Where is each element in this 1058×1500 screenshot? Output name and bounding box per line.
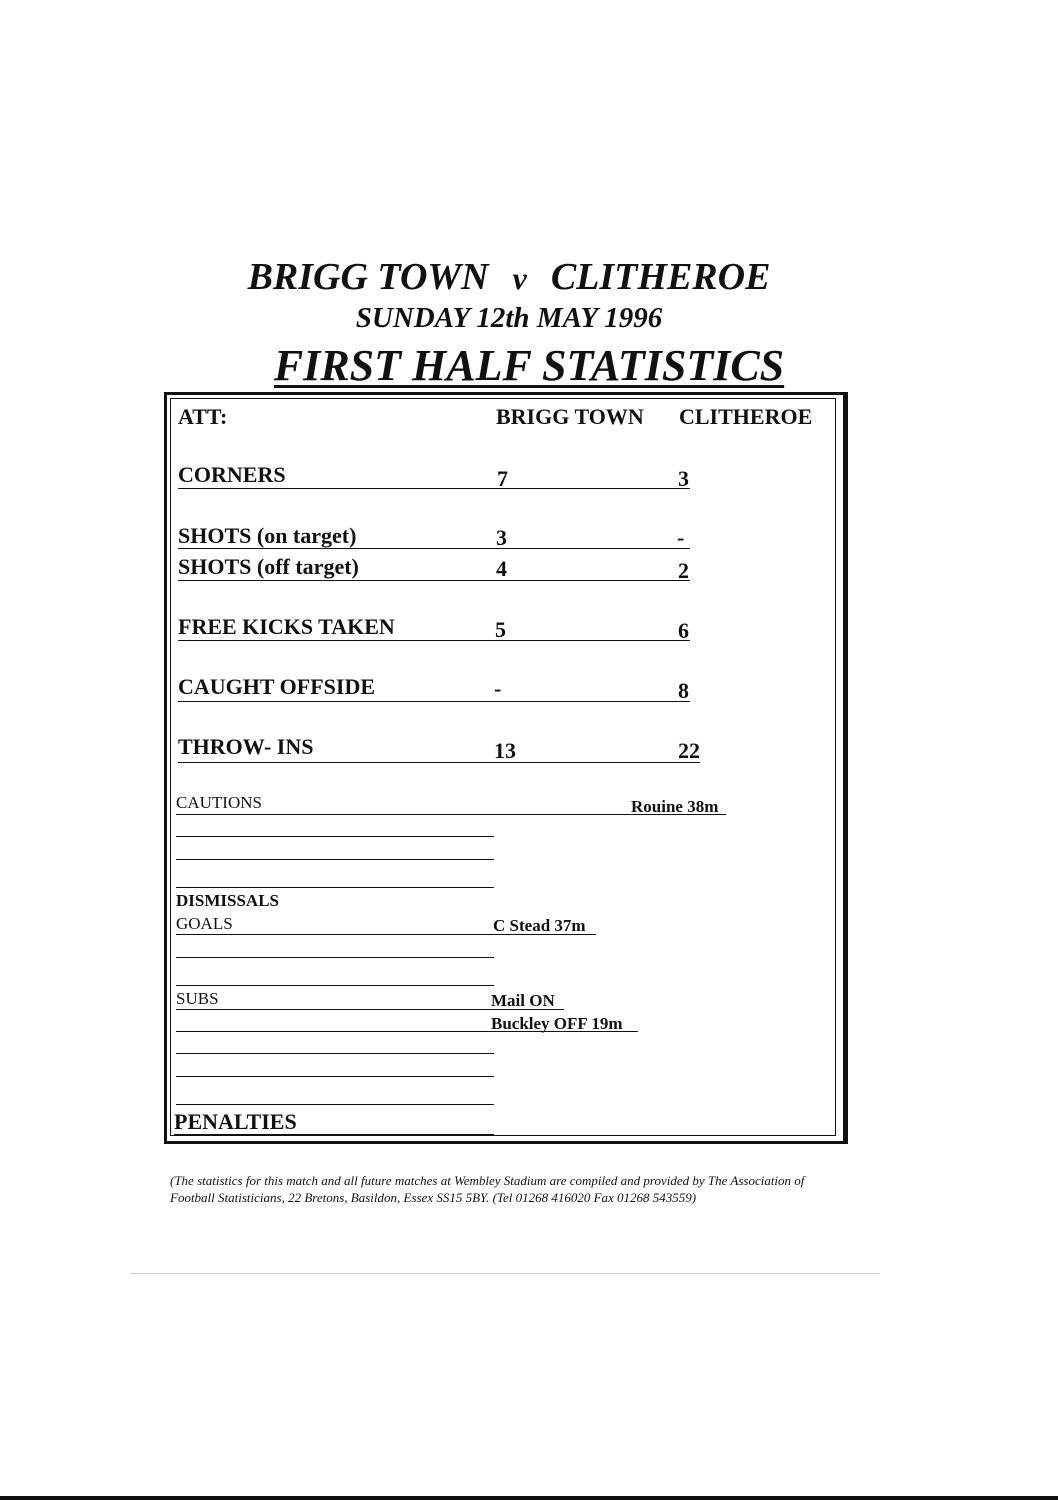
blank-line [176,887,494,888]
row-underline [178,701,690,702]
penalties-label: PENALTIES [174,1109,297,1134]
subs-off-underline [176,1031,638,1032]
blank-line [176,985,494,986]
blank-line [176,1076,494,1077]
subs-home-on: Mail ON [491,991,555,1010]
stat-away-shots-on-target: - [677,525,685,550]
match-date: SUNDAY 12th MAY 1996 [355,302,663,334]
stat-label-caught-offside: CAUGHT OFFSIDE [178,674,376,699]
stat-home-free-kicks: 5 [495,617,506,642]
row-underline [178,762,700,763]
stat-away-shots-off-target: 2 [678,558,689,583]
stat-label-throw-ins: THROW- INS [178,734,314,759]
stat-away-free-kicks: 6 [678,618,689,643]
goals-label: GOALS [176,914,233,933]
blank-line [176,1104,494,1105]
stat-label-shots-off-target: SHOTS (off target) [178,554,359,579]
stat-home-throw-ins: 13 [494,738,516,763]
goals-home-value: C Stead 37m [493,916,586,935]
cautions-away-value: Rouine 38m [631,797,719,816]
column-header-home: BRIGG TOWN [496,404,644,429]
away-team-name: CLITHEROE [550,256,771,298]
row-underline [178,548,690,549]
stat-home-shots-on-target: 3 [496,525,507,550]
stat-away-throw-ins: 22 [678,738,700,763]
dismissals-label: DISMISSALS [176,891,279,910]
page-title: FIRST HALF STATISTICS [273,341,785,390]
subs-home-off: Buckley OFF 19m [491,1014,623,1033]
blank-line [176,836,494,837]
blank-line [176,859,494,860]
stat-label-shots-on-target: SHOTS (on target) [178,523,357,548]
stat-label-free-kicks: FREE KICKS TAKEN [178,614,395,639]
versus-label: v [512,260,527,296]
cautions-label: CAUTIONS [176,793,262,812]
attendance-label: ATT: [178,404,228,429]
blank-line [176,957,494,958]
blank-line [176,1053,494,1054]
footnote: (The statistics for this match and all future matches at Wembley Stadium are compiled and provided by The Association of Football Statisticians, 22 Bretons, Basildon, Essex SS15 5BY. (Tel 01268 416020 Fax 01268 543559) [170,1173,805,1205]
horizontal-rule [130,1273,880,1274]
subs-label: SUBS [176,989,219,1008]
stat-home-corners: 7 [497,466,508,491]
match-title [0,255,1038,299]
row-underline [178,640,690,641]
penalties-underline [174,1134,494,1135]
stat-label-corners: CORNERS [178,462,286,487]
stat-home-shots-off-target: 4 [496,556,507,581]
stat-away-corners: 3 [678,466,689,491]
column-header-away: CLITHEROE [679,404,813,429]
stat-home-caught-offside: - [494,676,502,701]
scan-edge [0,1496,1058,1500]
stat-away-caught-offside: 8 [678,678,689,703]
home-team-name: BRIGG TOWN [247,256,489,298]
row-underline [178,580,690,581]
row-underline [178,488,690,489]
